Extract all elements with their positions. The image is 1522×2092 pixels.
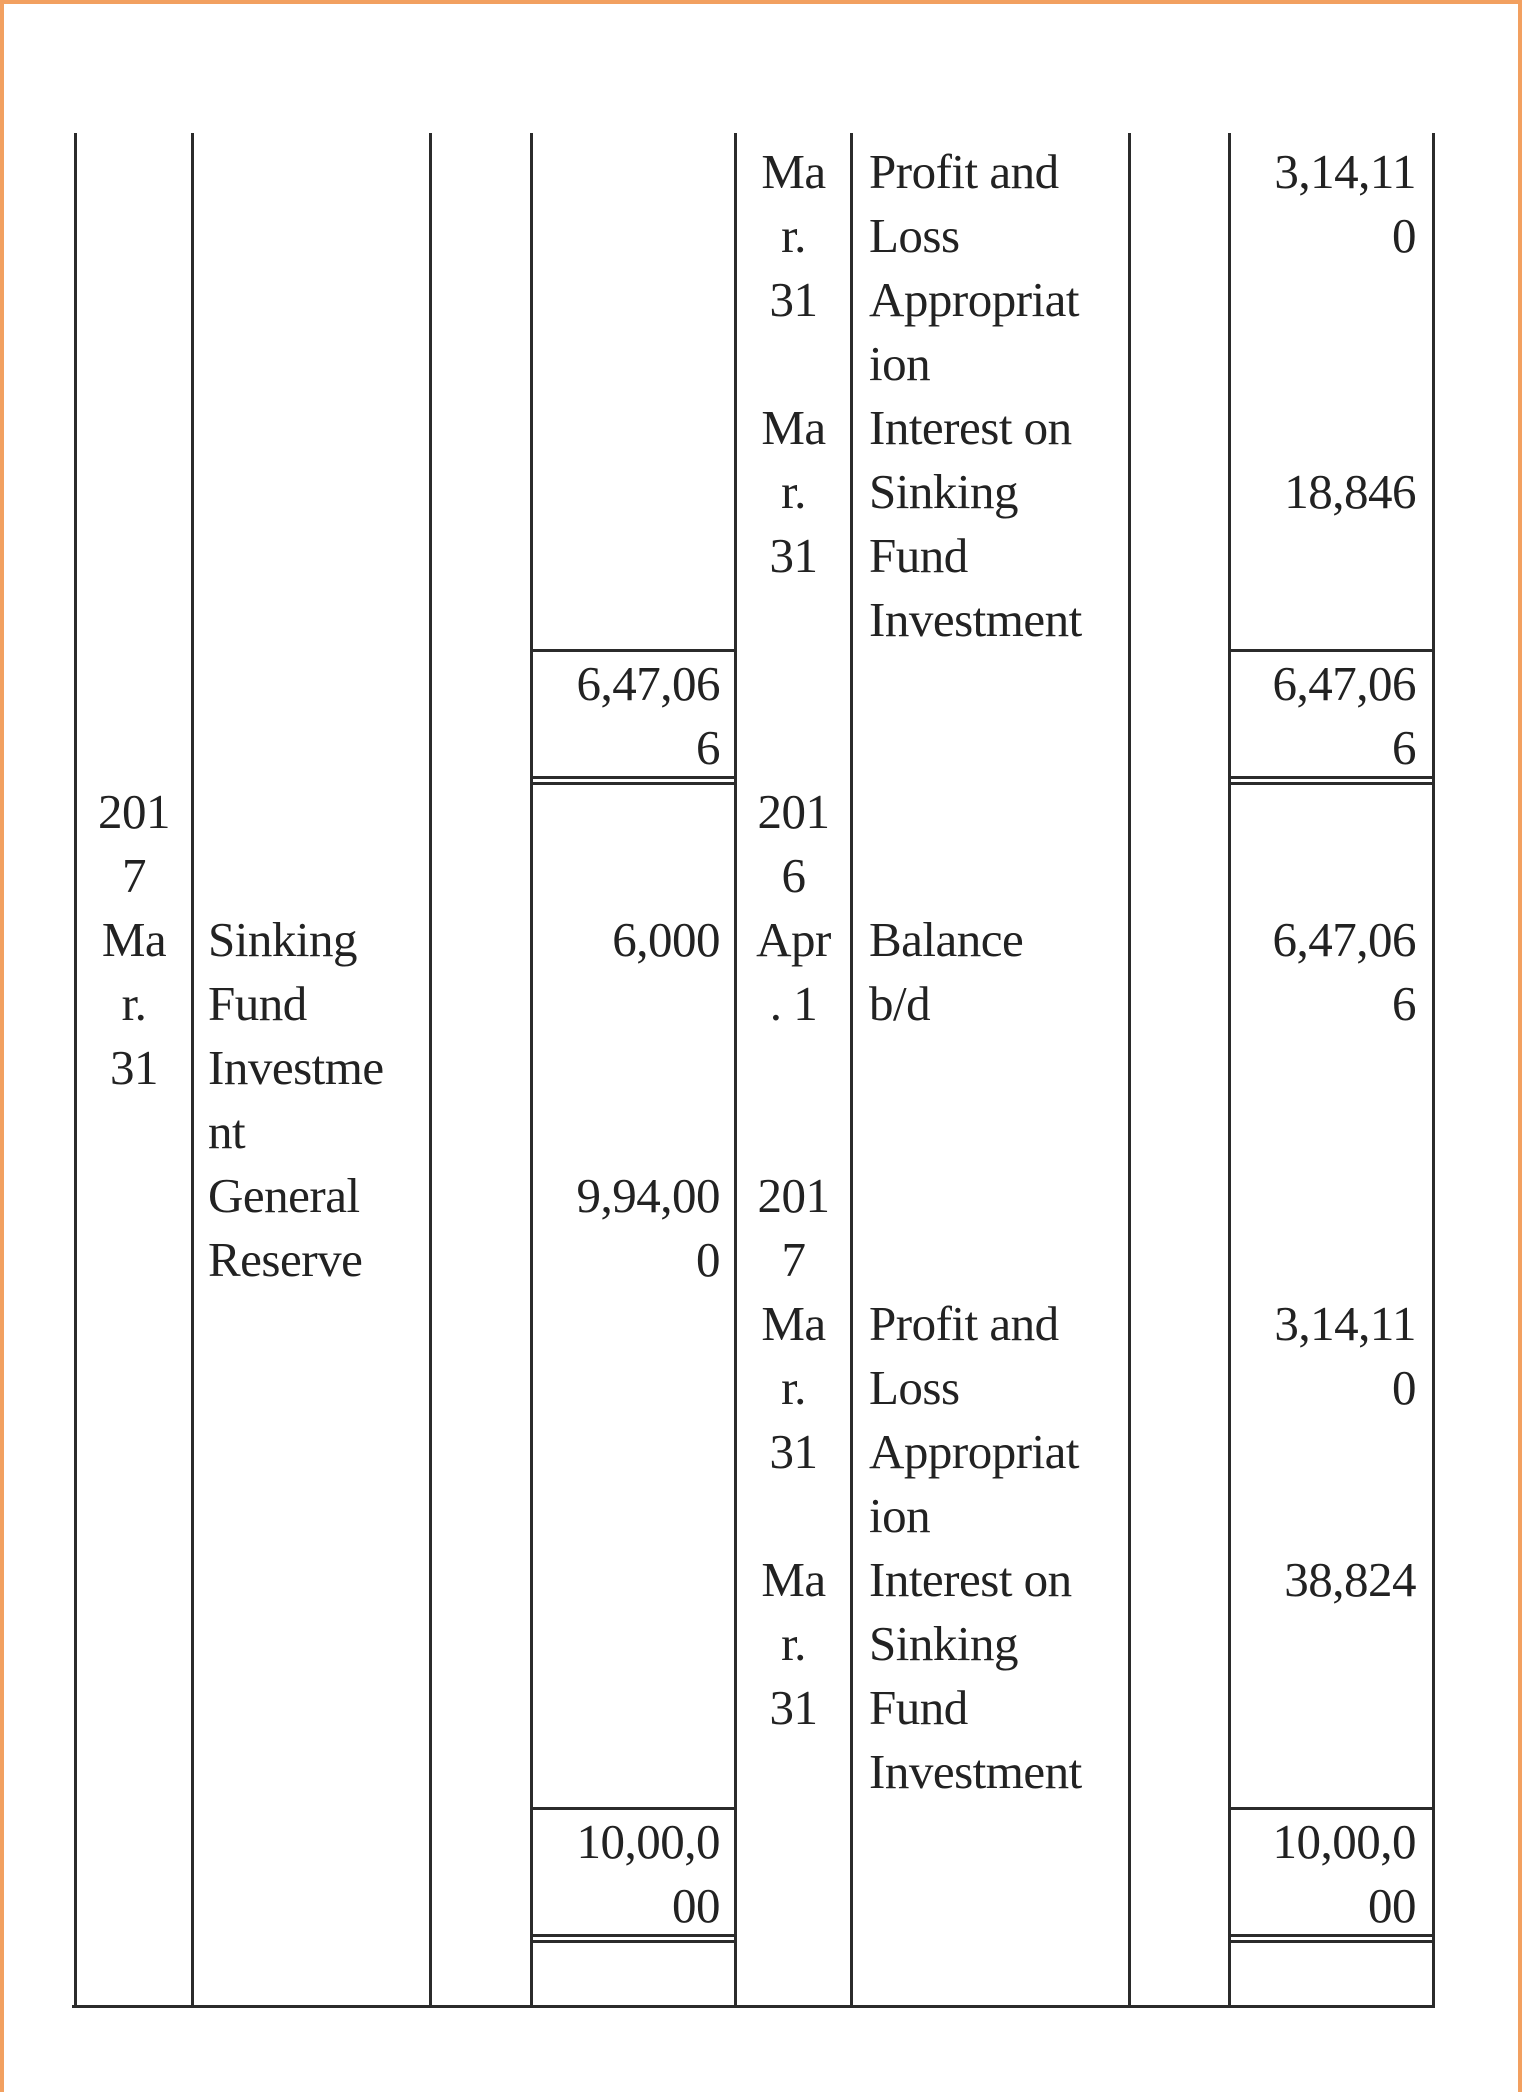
credit-year: 201 6 <box>757 784 830 903</box>
credit-amount: 3,14,11 0 <box>1274 1296 1416 1415</box>
debit-particulars: General Reserve <box>208 1168 363 1287</box>
credit-total: 10,00,0 00 <box>1272 1814 1416 1933</box>
credit-date: Ma r. 31 <box>761 400 826 583</box>
debit-date: Ma r. 31 <box>101 912 167 1095</box>
credit-date: Ma r. 31 <box>761 144 826 327</box>
total-double-rule <box>1230 782 1432 785</box>
credit-date: Ma r. 31 <box>761 1552 826 1735</box>
credit-date: Apr . 1 <box>756 912 831 1031</box>
column-rule <box>1228 133 1231 2008</box>
table-bottom-rule <box>72 2005 1434 2008</box>
debit-year: 201 7 <box>98 784 170 903</box>
credit-particulars: Profit and Loss Appropriat ion <box>869 1296 1079 1543</box>
total-double-rule <box>1230 1940 1432 1943</box>
credit-amount: 3,14,11 0 <box>1274 144 1416 263</box>
credit-particulars: Profit and Loss Appropriat ion <box>869 144 1079 391</box>
total-double-rule <box>532 1940 734 1943</box>
debit-total: 10,00,0 00 <box>576 1814 720 1933</box>
column-rule <box>530 133 533 2008</box>
column-rule <box>1432 133 1435 2008</box>
credit-amount: 6,47,06 6 <box>1272 912 1416 1031</box>
total-double-rule <box>532 782 734 785</box>
debit-amount: 6,000 <box>612 912 720 967</box>
credit-particulars: Interest on Sinking Fund Investment <box>869 400 1082 647</box>
debit-amount: 9,94,00 0 <box>576 1168 720 1287</box>
credit-particulars: Balance b/d <box>869 912 1024 1031</box>
credit-date: Ma r. 31 <box>761 1296 826 1479</box>
debit-particulars: Sinking Fund Investme nt <box>208 912 384 1159</box>
credit-particulars: Interest on Sinking Fund Investment <box>869 1552 1082 1799</box>
column-rule <box>850 133 853 2008</box>
credit-year: 201 7 <box>757 1168 830 1287</box>
debit-total: 6,47,06 6 <box>576 656 720 775</box>
credit-amount: 18,846 <box>1284 464 1416 519</box>
credit-total: 6,47,06 6 <box>1272 656 1416 775</box>
credit-amount: 38,824 <box>1284 1552 1416 1607</box>
column-rule <box>191 133 194 2008</box>
